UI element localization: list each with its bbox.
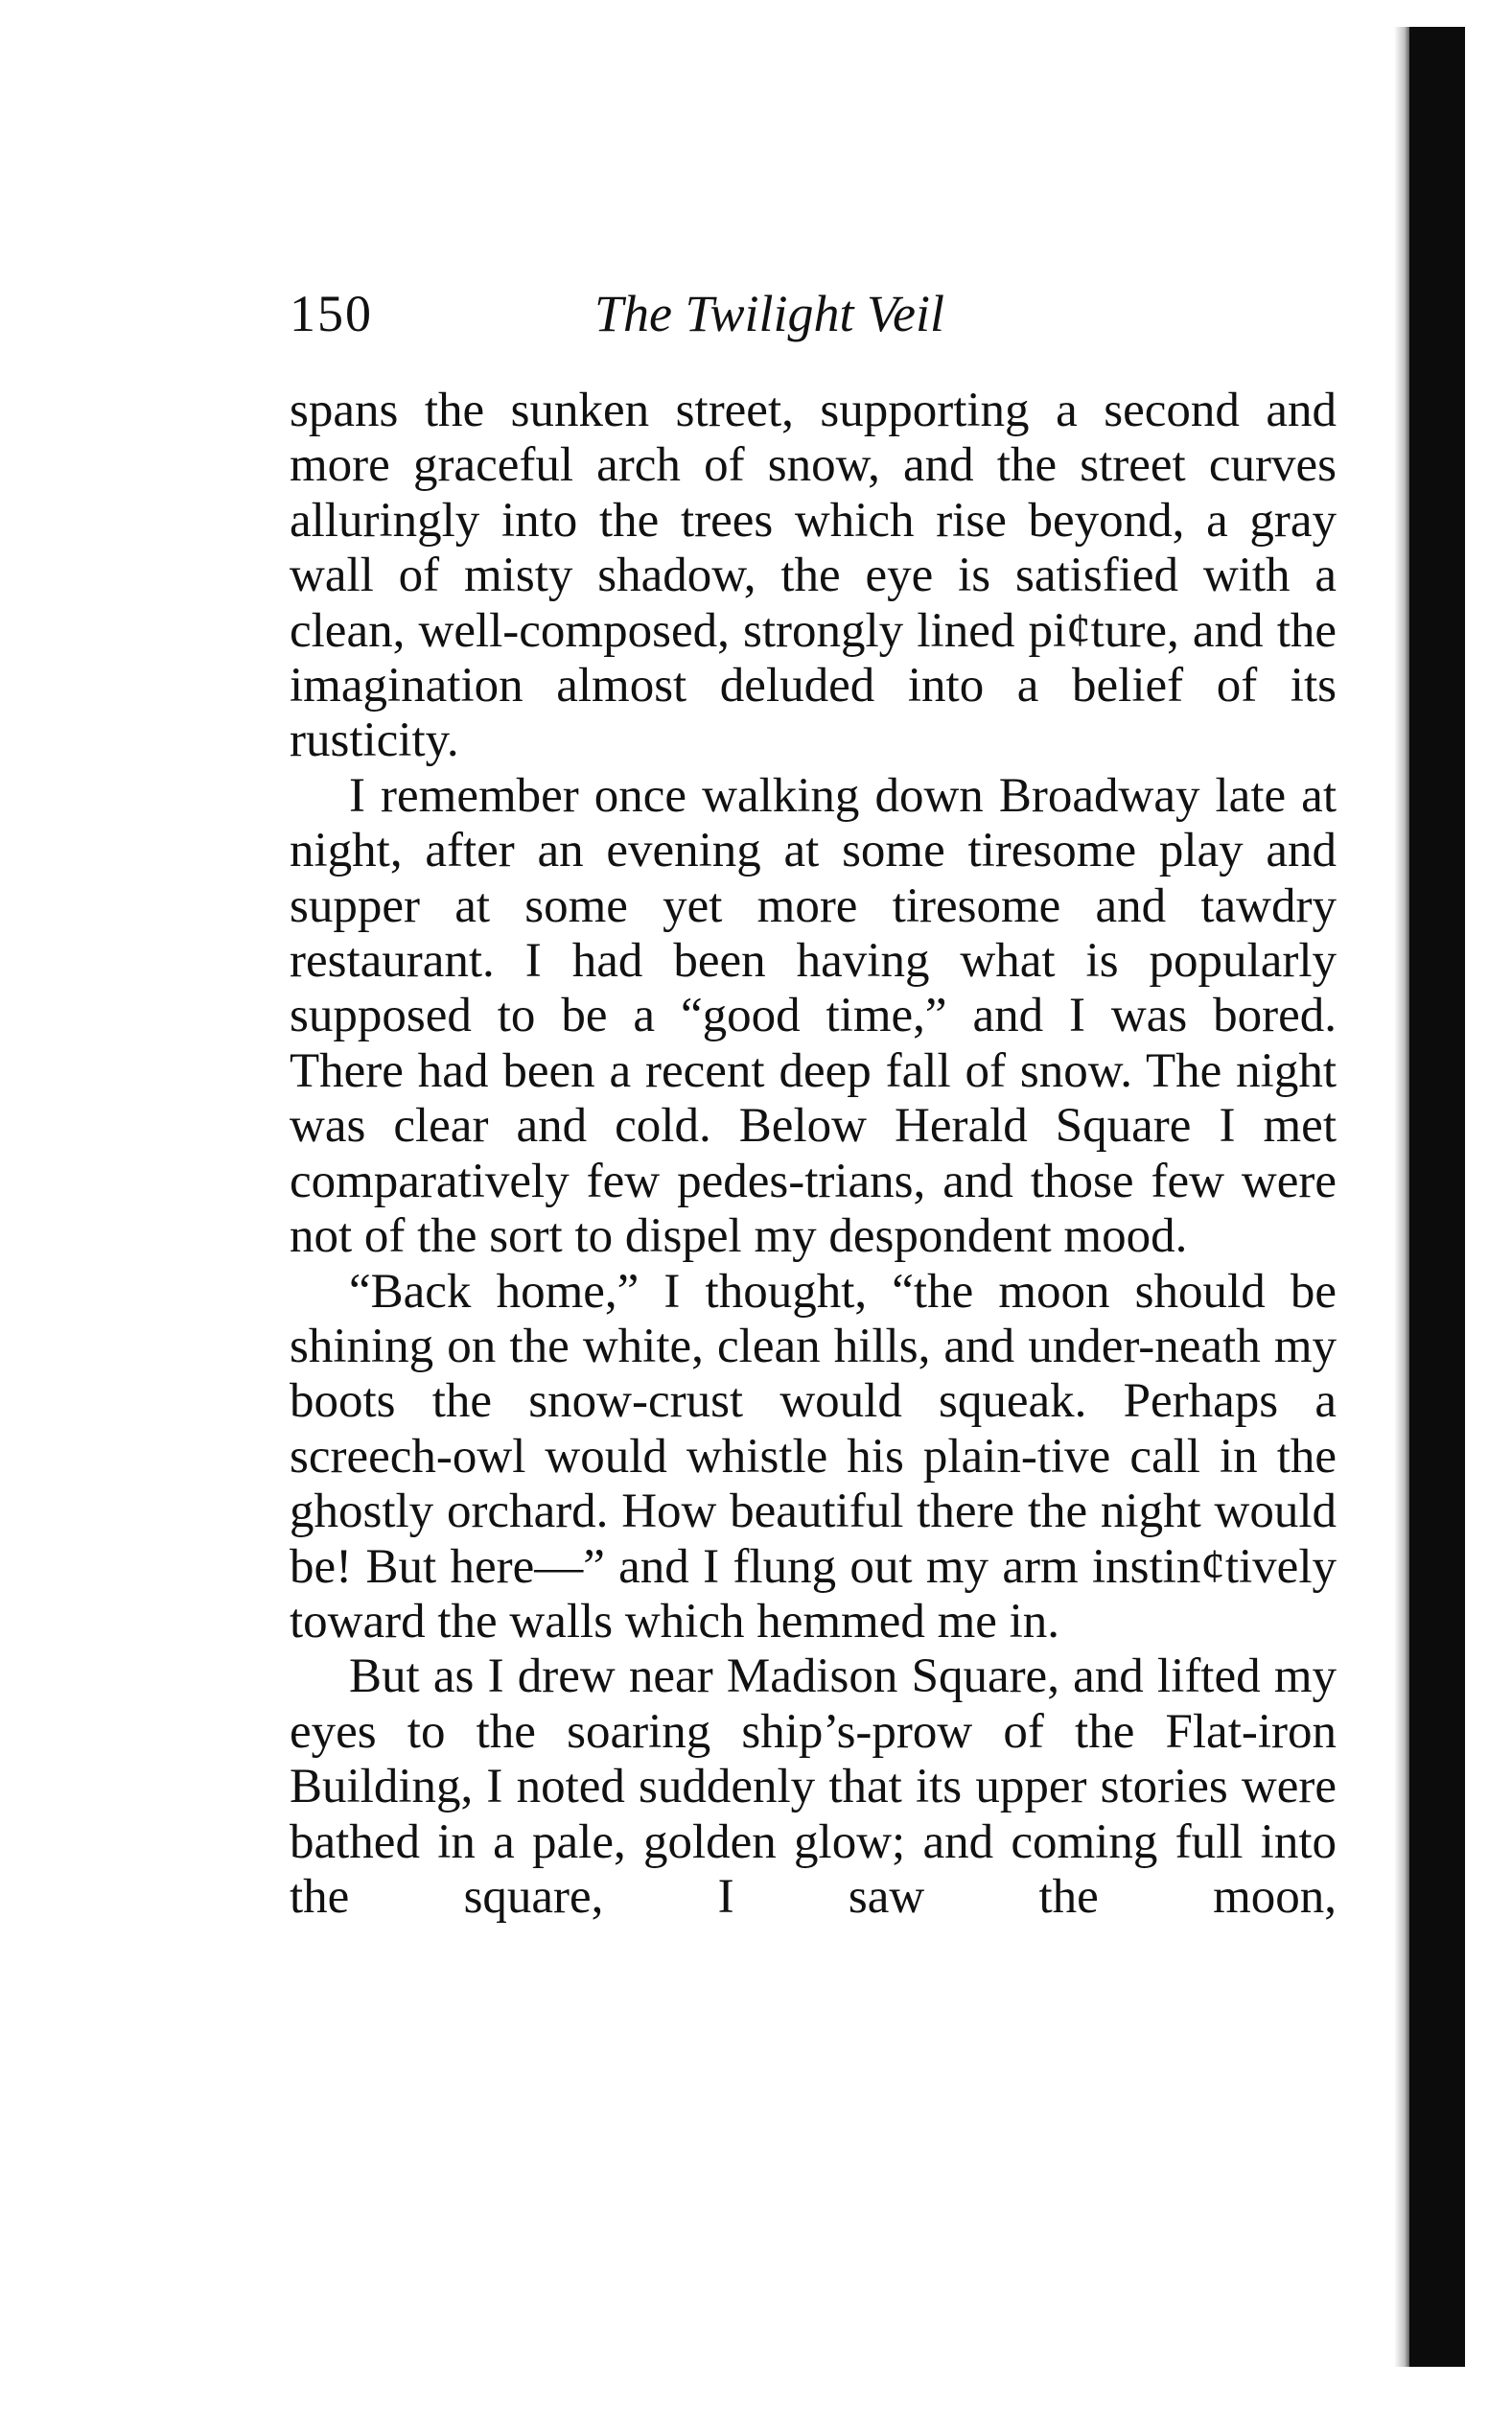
running-head (290, 284, 1337, 351)
paragraph: “Back home,” I thought, “the moon should be shining on the white, clean hills, and under-neath my boots the snow-crust would squeak. Perhaps a screech-owl would whistle his plain-tive call in the ghostly orchard. How beautiful there the night would be! But here—” and I flung out my arm instin¢tively toward the walls which hemmed me in. (290, 1264, 1337, 1649)
paragraph-continued: spans the sunken street, supporting a second and more graceful arch of snow, and the street curves alluringly into the trees which rise beyond, a gray wall of misty shadow, the eye is satisfied with a clean, well-composed, strongly lined pi¢ture, and the imagination almost deluded into a belief of its rusticity. (290, 384, 1337, 768)
page-number: 150 (290, 285, 373, 342)
running-title: The Twilight Veil (594, 285, 945, 342)
body-text (290, 384, 1337, 1925)
page-edge-shadow (1409, 27, 1465, 2367)
paragraph: But as I drew near Madison Square, and lifted my eyes to the soaring ship’s-prow of the Flat-iron Building, I noted suddenly that its upper stories were bathed in a pale, golden glow; and coming full into the square, I saw the moon, (290, 1649, 1337, 1924)
paragraph: I remember once walking down Broadway late at night, after an evening at some tiresome play and supper at some yet more tiresome and tawdry restaurant. I had been having what is popularly supposed to be a “good time,” and I was bored. There had been a recent deep fall of snow. The night was clear and cold. Below Herald Square I met comparatively few pedes-trians, and those few were not of the sort to dispel my despondent mood. (290, 768, 1337, 1264)
